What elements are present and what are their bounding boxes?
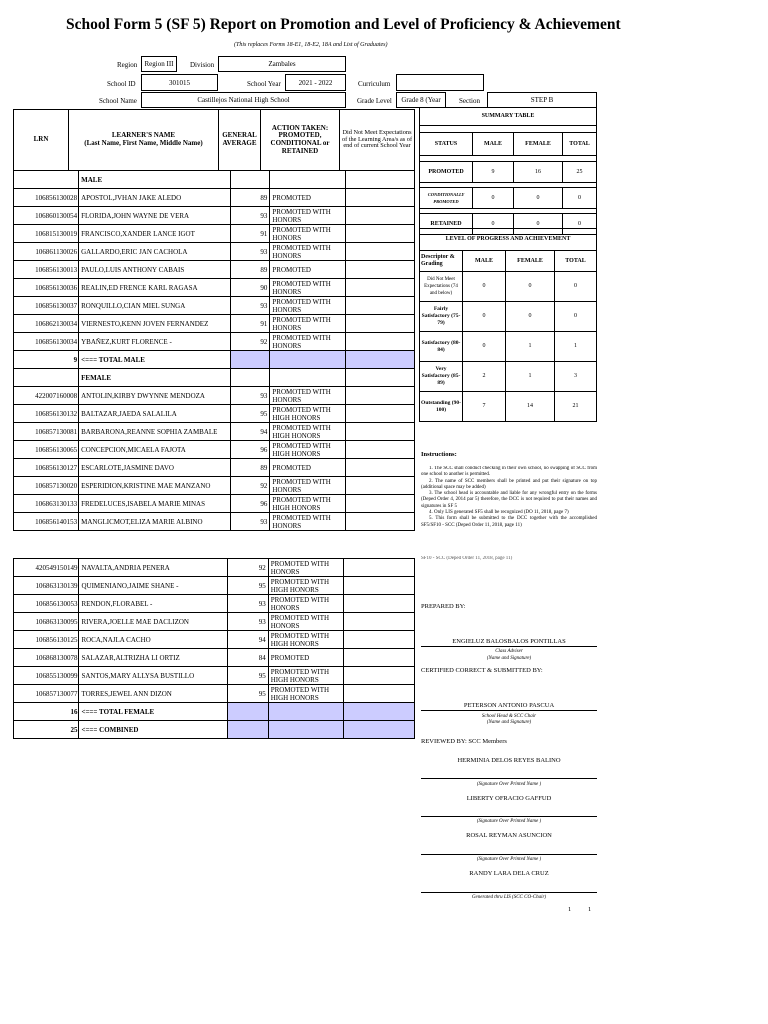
learner-action: PROMOTED WITH HONORS <box>270 387 345 405</box>
progress-header-male: MALE <box>463 251 506 272</box>
progress-descriptor: Did Not Meet Expectations (74 and below) <box>420 272 463 302</box>
learner-lrn: 106856130034 <box>14 333 79 351</box>
instruction-item: 4. Only LIS generated SF5 shall be recognized (DO 11, 2018, page 7) <box>429 510 569 516</box>
learner-average: 94 <box>230 423 270 441</box>
combined-label: <=== COMBINED <box>79 721 228 739</box>
learner-name: RENDON,FLORABEL - <box>79 595 228 613</box>
scc-member-name: HERMINIA DELOS REYES BALINO <box>457 757 561 764</box>
progress-female: 1 <box>506 362 555 392</box>
total-male-row <box>14 351 415 369</box>
learner-lrn: 106856130127 <box>14 459 79 477</box>
progress-descriptor: Fairly Satisfactory (75-79) <box>420 302 463 332</box>
learner-dnm <box>345 405 414 423</box>
learner-name: FRANCISCO,XANDER LANCE IGOT <box>79 225 230 243</box>
table-row <box>14 387 415 405</box>
learner-dnm <box>344 559 415 577</box>
learner-name: ESCARLOTE,JASMINE DAVO <box>79 459 230 477</box>
female-section-row <box>14 369 415 387</box>
summary-header-female: FEMALE <box>514 133 563 156</box>
learner-name: SALAZAR,ALTRIZHA LI ORTIZ <box>79 649 228 667</box>
shaded-cell <box>270 351 345 369</box>
learner-name: YBAÑEZ,KURT FLORENCE - <box>79 333 230 351</box>
learner-average: 89 <box>230 261 270 279</box>
learner-average: 91 <box>230 225 270 243</box>
section-label-male: MALE <box>79 171 230 189</box>
learner-action: PROMOTED WITH HONORS <box>268 595 344 613</box>
learner-average: 92 <box>230 477 270 495</box>
region-label: Region <box>117 61 138 69</box>
summary-header-status: STATUS <box>420 133 473 156</box>
table-row <box>14 577 415 595</box>
learner-dnm <box>344 613 415 631</box>
total-female-row <box>14 703 415 721</box>
school-id-label: School ID <box>107 80 136 88</box>
instructions-continued: SF10 - SCC (Deped Order 11, 2018, page 11) <box>421 556 513 561</box>
school-year-label: School Year <box>247 80 281 88</box>
learner-lrn: 106856130053 <box>14 595 79 613</box>
grade-level-field[interactable]: Grade 8 (Year <box>396 92 446 108</box>
page-number-left: 1 <box>568 906 572 913</box>
progress-header-female: FEMALE <box>506 251 555 272</box>
scc-member-name: RANDY LARA DELA CRUZ <box>469 870 549 877</box>
progress-total: 3 <box>555 362 597 392</box>
table-row <box>14 595 415 613</box>
summary-male: 0 <box>473 188 514 209</box>
table-row <box>14 559 415 577</box>
summary-status: RETAINED <box>420 214 473 235</box>
scc-member-caption: (Signature Over Printed Name ) <box>476 782 542 787</box>
shaded-cell <box>268 703 344 721</box>
learner-dnm <box>345 243 414 261</box>
school-name-label: School Name <box>99 97 137 105</box>
learner-average: 92 <box>228 559 268 577</box>
total-female-count: 16 <box>14 703 79 721</box>
summary-title: SUMMARY TABLE <box>420 108 597 126</box>
progress-male: 0 <box>463 272 506 302</box>
table-row <box>14 649 415 667</box>
progress-female: 0 <box>506 302 555 332</box>
table-row <box>14 279 415 297</box>
learner-action: PROMOTED WITH HONORS <box>270 279 345 297</box>
learner-lrn: 106856130013 <box>14 261 79 279</box>
learner-average: 93 <box>230 207 270 225</box>
scc-member-signature-line <box>421 816 597 817</box>
curriculum-label: Curriculum <box>358 80 391 88</box>
learner-dnm <box>345 189 414 207</box>
learner-action: PROMOTED <box>268 649 344 667</box>
section-cell <box>270 171 345 189</box>
progress-male: 7 <box>463 392 506 422</box>
learner-action: PROMOTED WITH HIGH HONORS <box>270 405 345 423</box>
table-row <box>14 631 415 649</box>
learner-name: CONCEPCION,MICAELA FAJOTA <box>79 441 230 459</box>
shaded-cell <box>344 721 415 739</box>
school-year-field[interactable]: 2021 - 2022 <box>285 74 346 91</box>
learner-dnm <box>344 649 415 667</box>
progress-total: 0 <box>555 272 597 302</box>
table-row <box>14 513 415 531</box>
table-row <box>14 261 415 279</box>
learner-action: PROMOTED WITH HIGH HONORS <box>268 667 344 685</box>
average-column-header: GENERAL AVERAGE <box>218 109 261 171</box>
scc-member-signature-line <box>421 892 597 893</box>
total-male-label: <=== TOTAL MALE <box>79 351 230 369</box>
table-row <box>14 685 415 703</box>
learner-name: NAVALTA,ANDRIA PENERA <box>79 559 228 577</box>
summary-status: PROMOTED <box>420 162 473 183</box>
section-cell <box>14 171 79 189</box>
table-row <box>14 315 415 333</box>
total-male-count: 9 <box>14 351 79 369</box>
shaded-cell <box>230 351 270 369</box>
school-head-signature-line <box>421 710 597 711</box>
summary-male: 0 <box>473 214 514 235</box>
learner-name: FREDELUCES,ISABELA MARIE MINAS <box>79 495 230 513</box>
progress-female: 14 <box>506 392 555 422</box>
learner-action: PROMOTED WITH HONORS <box>270 225 345 243</box>
table-row <box>14 243 415 261</box>
summary-female: 0 <box>514 214 563 235</box>
section-cell <box>345 369 414 387</box>
progress-descriptor: Very Satisfactory (85-89) <box>420 362 463 392</box>
learner-dnm <box>344 595 415 613</box>
table-row <box>14 459 415 477</box>
learner-action: PROMOTED WITH HIGH HONORS <box>268 577 344 595</box>
table-row <box>14 613 415 631</box>
learner-lrn: 106856130132 <box>14 405 79 423</box>
learner-average: 84 <box>228 649 268 667</box>
name-column-header: LEARNER'S NAME (Last Name, First Name, Middle Name) <box>68 109 219 171</box>
learner-dnm <box>345 297 414 315</box>
combined-row <box>14 721 415 739</box>
combined-count: 25 <box>14 721 79 739</box>
section-label-female: FEMALE <box>79 369 230 387</box>
table-row <box>14 189 415 207</box>
progress-female: 0 <box>506 272 555 302</box>
learner-lrn: 106857130020 <box>14 477 79 495</box>
learner-dnm <box>345 477 414 495</box>
instruction-item: 5. This form shall be submitted to the DCC together with the accomplished SF5/SF10 - SCC (Deped Order 11, 2018, page 11) <box>421 516 597 528</box>
progress-header-total: TOTAL <box>555 251 597 272</box>
learner-action: PROMOTED WITH HONORS <box>270 207 345 225</box>
learner-dnm <box>344 577 415 595</box>
curriculum-field[interactable] <box>396 74 484 91</box>
summary-header-male: MALE <box>473 133 514 156</box>
learner-name: BALTAZAR,JAEDA SALALILA <box>79 405 230 423</box>
progress-female: 1 <box>506 332 555 362</box>
learner-lrn: 106856130036 <box>14 279 79 297</box>
learner-action: PROMOTED WITH HONORS <box>268 613 344 631</box>
school-head-caption: School Head & SCC Chair <box>481 714 537 719</box>
learner-dnm <box>345 459 414 477</box>
learner-average: 94 <box>228 631 268 649</box>
learner-average: 90 <box>230 279 270 297</box>
learner-action: PROMOTED <box>270 261 345 279</box>
learner-average: 89 <box>230 189 270 207</box>
learner-name: REALIN,ED FRENCE KARL RAGASA <box>79 279 230 297</box>
scc-member-signature-line <box>421 854 597 855</box>
learner-lrn: 106856140153 <box>14 513 79 531</box>
scc-member-name: ROSAL REYMAN ASUNCION <box>466 832 552 839</box>
learner-dnm <box>344 631 415 649</box>
table-row <box>14 423 415 441</box>
summary-status: CONDITIONALLY PROMOTED <box>420 188 473 209</box>
learner-action: PROMOTED WITH HONORS <box>270 315 345 333</box>
division-field[interactable]: Zambales <box>218 56 346 72</box>
learner-lrn: 106815130019 <box>14 225 79 243</box>
shaded-cell <box>228 721 268 739</box>
learner-name: ANTOLIN,KIRBY DWYNNE MENDOZA <box>79 387 230 405</box>
progress-title: LEVEL OF PROGRESS AND ACHIEVEMENT <box>420 229 597 251</box>
section-cell <box>14 369 79 387</box>
table-row <box>14 495 415 513</box>
learner-action: PROMOTED WITH HIGH HONORS <box>268 685 344 703</box>
progress-male: 0 <box>463 332 506 362</box>
progress-total: 1 <box>555 332 597 362</box>
summary-total: 25 <box>563 162 597 183</box>
action-column-header: ACTION TAKEN: PROMOTED, CONDITIONAL or RETAINED <box>260 109 340 171</box>
learner-lrn: 106857130077 <box>14 685 79 703</box>
learner-lrn: 106863130133 <box>14 495 79 513</box>
learner-name: APOSTOL,JVHAN JAKE ALEDO <box>79 189 230 207</box>
lrn-column-header: LRN <box>13 109 69 171</box>
table-row <box>14 207 415 225</box>
learners-table <box>13 170 415 531</box>
learner-action: PROMOTED WITH HONORS <box>270 513 345 531</box>
learner-action: PROMOTED WITH HIGH HONORS <box>270 441 345 459</box>
summary-table <box>419 107 597 235</box>
summary-female: 0 <box>514 188 563 209</box>
generated-note: Generated thru LIS (SCC CO-Chair) <box>471 895 547 900</box>
learner-action: PROMOTED WITH HONORS <box>270 333 345 351</box>
section-cell <box>345 171 414 189</box>
learner-name: SANTOS,MARY ALLYSA BUSTILLO <box>79 667 228 685</box>
learner-lrn: 106855130099 <box>14 667 79 685</box>
table-row <box>14 405 415 423</box>
scc-member-caption: (Signature Over Printed Name ) <box>476 857 542 862</box>
instructions-list <box>421 466 597 528</box>
learner-action: PROMOTED WITH HONORS <box>270 243 345 261</box>
progress-descriptor: Outstanding (90-100) <box>420 392 463 422</box>
summary-male: 9 <box>473 162 514 183</box>
learner-name: RONQUILLO,CIAN MIEL SUNGA <box>79 297 230 315</box>
learner-dnm <box>345 333 414 351</box>
division-label: Division <box>190 61 215 69</box>
learner-average: 89 <box>230 459 270 477</box>
section-label: Section <box>459 97 480 105</box>
learner-average: 92 <box>230 333 270 351</box>
learner-lrn: 106868130078 <box>14 649 79 667</box>
learner-dnm <box>345 423 414 441</box>
instruction-item: 2. The name of SCC members shall be printed and put their signature on top (additional space may be added) <box>421 478 597 490</box>
adviser-name: ENGIELUZ BALOSBALOS PONTILLAS <box>452 638 566 645</box>
learner-name: QUIMENIANO,JAIME SHANE - <box>79 577 228 595</box>
learner-name: MANGLICMOT,ELIZA MARIE ALBINO <box>79 513 230 531</box>
learner-action: PROMOTED WITH HIGH HONORS <box>270 423 345 441</box>
progress-total: 0 <box>555 302 597 332</box>
progress-table <box>419 228 597 422</box>
progress-total: 21 <box>555 392 597 422</box>
learners-table-continued <box>13 558 415 739</box>
learner-lrn: 106861130026 <box>14 243 79 261</box>
section-cell <box>270 369 345 387</box>
learner-dnm <box>345 315 414 333</box>
learner-average: 93 <box>228 595 268 613</box>
learner-dnm <box>345 387 414 405</box>
learner-lrn: 106863130139 <box>14 577 79 595</box>
learner-average: 95 <box>228 577 268 595</box>
adviser-caption-sub: (Name and Signature) <box>486 656 532 661</box>
scc-member-caption: (Signature Over Printed Name ) <box>476 819 542 824</box>
learner-name: VIERNESTO,KENN JOVEN FERNANDEZ <box>79 315 230 333</box>
shaded-cell <box>268 721 344 739</box>
scc-member-signature-line <box>421 778 597 779</box>
certified-label: CERTIFIED CORRECT & SUBMITTED BY: <box>421 667 543 674</box>
progress-descriptor: Satisfactory (80-84) <box>420 332 463 362</box>
learner-average: 93 <box>230 513 270 531</box>
learner-dnm <box>345 495 414 513</box>
learner-average: 91 <box>230 315 270 333</box>
progress-male: 2 <box>463 362 506 392</box>
school-head-name: PETERSON ANTONIO PASCUA <box>463 702 555 709</box>
progress-header-descriptor: Descriptor & Grading <box>420 251 463 272</box>
learner-name: BARBARONA,REANNE SOPHIA ZAMBALE <box>79 423 230 441</box>
learner-dnm <box>344 685 415 703</box>
table-row <box>14 225 415 243</box>
scc-member-name: LIBERTY OFRACIO GAFFUD <box>466 795 552 802</box>
adviser-caption: Class Adviser <box>495 649 523 654</box>
learner-average: 93 <box>230 297 270 315</box>
table-row <box>14 441 415 459</box>
learner-dnm <box>345 513 414 531</box>
form-title: School Form 5 (SF 5) Report on Promotion and Level of Proficiency & Achievement <box>66 16 621 33</box>
learner-dnm <box>345 207 414 225</box>
page-number-right: 1 <box>588 906 592 913</box>
learner-action: PROMOTED WITH HONORS <box>268 559 344 577</box>
shaded-cell <box>345 351 414 369</box>
school-id-field[interactable]: 301015 <box>141 74 218 91</box>
learner-action: PROMOTED <box>270 459 345 477</box>
learner-lrn: 106862130034 <box>14 315 79 333</box>
instruction-item: 1. The SCC shall conduct checking in their own school, no swapping of SCC from one school to another is permitted. <box>421 466 597 478</box>
section-cell <box>230 171 270 189</box>
instructions-title: Instructions: <box>421 451 457 458</box>
learner-lrn: 106856130125 <box>14 631 79 649</box>
dnm-column-header: Did Not Meet Expectations of the Learning Area/s as of end of current School Year <box>339 109 415 171</box>
section-field[interactable]: STEP B <box>487 92 597 108</box>
learner-dnm <box>345 225 414 243</box>
learner-lrn: 106856130028 <box>14 189 79 207</box>
adviser-signature-line <box>421 646 597 647</box>
learner-name: ESPERIDION,KRISTINE MAE MANZANO <box>79 477 230 495</box>
summary-header-total: TOTAL <box>563 133 597 156</box>
learner-lrn: 106857130081 <box>14 423 79 441</box>
school-name-field[interactable]: Castillejos National High School <box>141 92 346 108</box>
table-row <box>14 333 415 351</box>
summary-total: 0 <box>563 214 597 235</box>
learner-name: RIVERA,JOELLE MAE DACLIZON <box>79 613 228 631</box>
learner-name: TORRES,JEWEL ANN DIZON <box>79 685 228 703</box>
progress-male: 0 <box>463 302 506 332</box>
learner-lrn: 106863130095 <box>14 613 79 631</box>
section-cell <box>230 369 270 387</box>
learner-average: 96 <box>230 441 270 459</box>
learner-lrn: 422007160008 <box>14 387 79 405</box>
learner-average: 96 <box>230 495 270 513</box>
table-row <box>14 297 415 315</box>
region-field[interactable]: Region III <box>141 56 177 72</box>
learner-name: FLORIDA,JOHN WAYNE DE VERA <box>79 207 230 225</box>
shaded-cell <box>344 703 415 721</box>
learner-average: 93 <box>230 243 270 261</box>
prepared-by-label: PREPARED BY: <box>421 603 466 610</box>
shaded-cell <box>228 703 268 721</box>
learner-average: 95 <box>230 405 270 423</box>
learner-action: PROMOTED WITH HONORS <box>270 477 345 495</box>
learner-action: PROMOTED <box>270 189 345 207</box>
learner-name: GALLARDO,ERIC JAN CACHOLA <box>79 243 230 261</box>
learner-action: PROMOTED WITH HONORS <box>270 297 345 315</box>
learner-dnm <box>345 441 414 459</box>
male-section-row <box>14 171 415 189</box>
learner-action: PROMOTED WITH HIGH HONORS <box>270 495 345 513</box>
learner-action: PROMOTED WITH HIGH HONORS <box>268 631 344 649</box>
learner-average: 93 <box>228 613 268 631</box>
learner-lrn: 106856130037 <box>14 297 79 315</box>
reviewed-by-label: REVIEWED BY: SCC Members <box>421 738 507 745</box>
learner-lrn: 106856130065 <box>14 441 79 459</box>
table-row <box>14 667 415 685</box>
total-female-label: <=== TOTAL FEMALE <box>79 703 228 721</box>
instruction-item: 3. The school head is accountable and liable for any wrongful entry on the forms (Deped Order 4, 2014 par 5) therefore, the DCC is not required to put their names and signatures in SF 5 <box>421 491 597 509</box>
learner-lrn: 106860130054 <box>14 207 79 225</box>
grade-level-label: Grade Level <box>357 97 392 105</box>
learner-dnm <box>345 279 414 297</box>
summary-female: 16 <box>514 162 563 183</box>
table-row <box>14 477 415 495</box>
learner-lrn: 420549150149 <box>14 559 79 577</box>
learner-name: PAULO,LUIS ANTHONY CABAIS <box>79 261 230 279</box>
learner-average: 95 <box>228 685 268 703</box>
summary-total: 0 <box>563 188 597 209</box>
learner-average: 95 <box>228 667 268 685</box>
learner-dnm <box>345 261 414 279</box>
learner-dnm <box>344 667 415 685</box>
school-head-caption-sub: (Name and Signature) <box>486 720 532 725</box>
learner-name: ROCA,NAJLA CACHO <box>79 631 228 649</box>
form-subtitle: (This replaces Forms 18-E1, 18-E2, 18A and List of Graduates) <box>234 42 388 48</box>
learner-average: 93 <box>230 387 270 405</box>
